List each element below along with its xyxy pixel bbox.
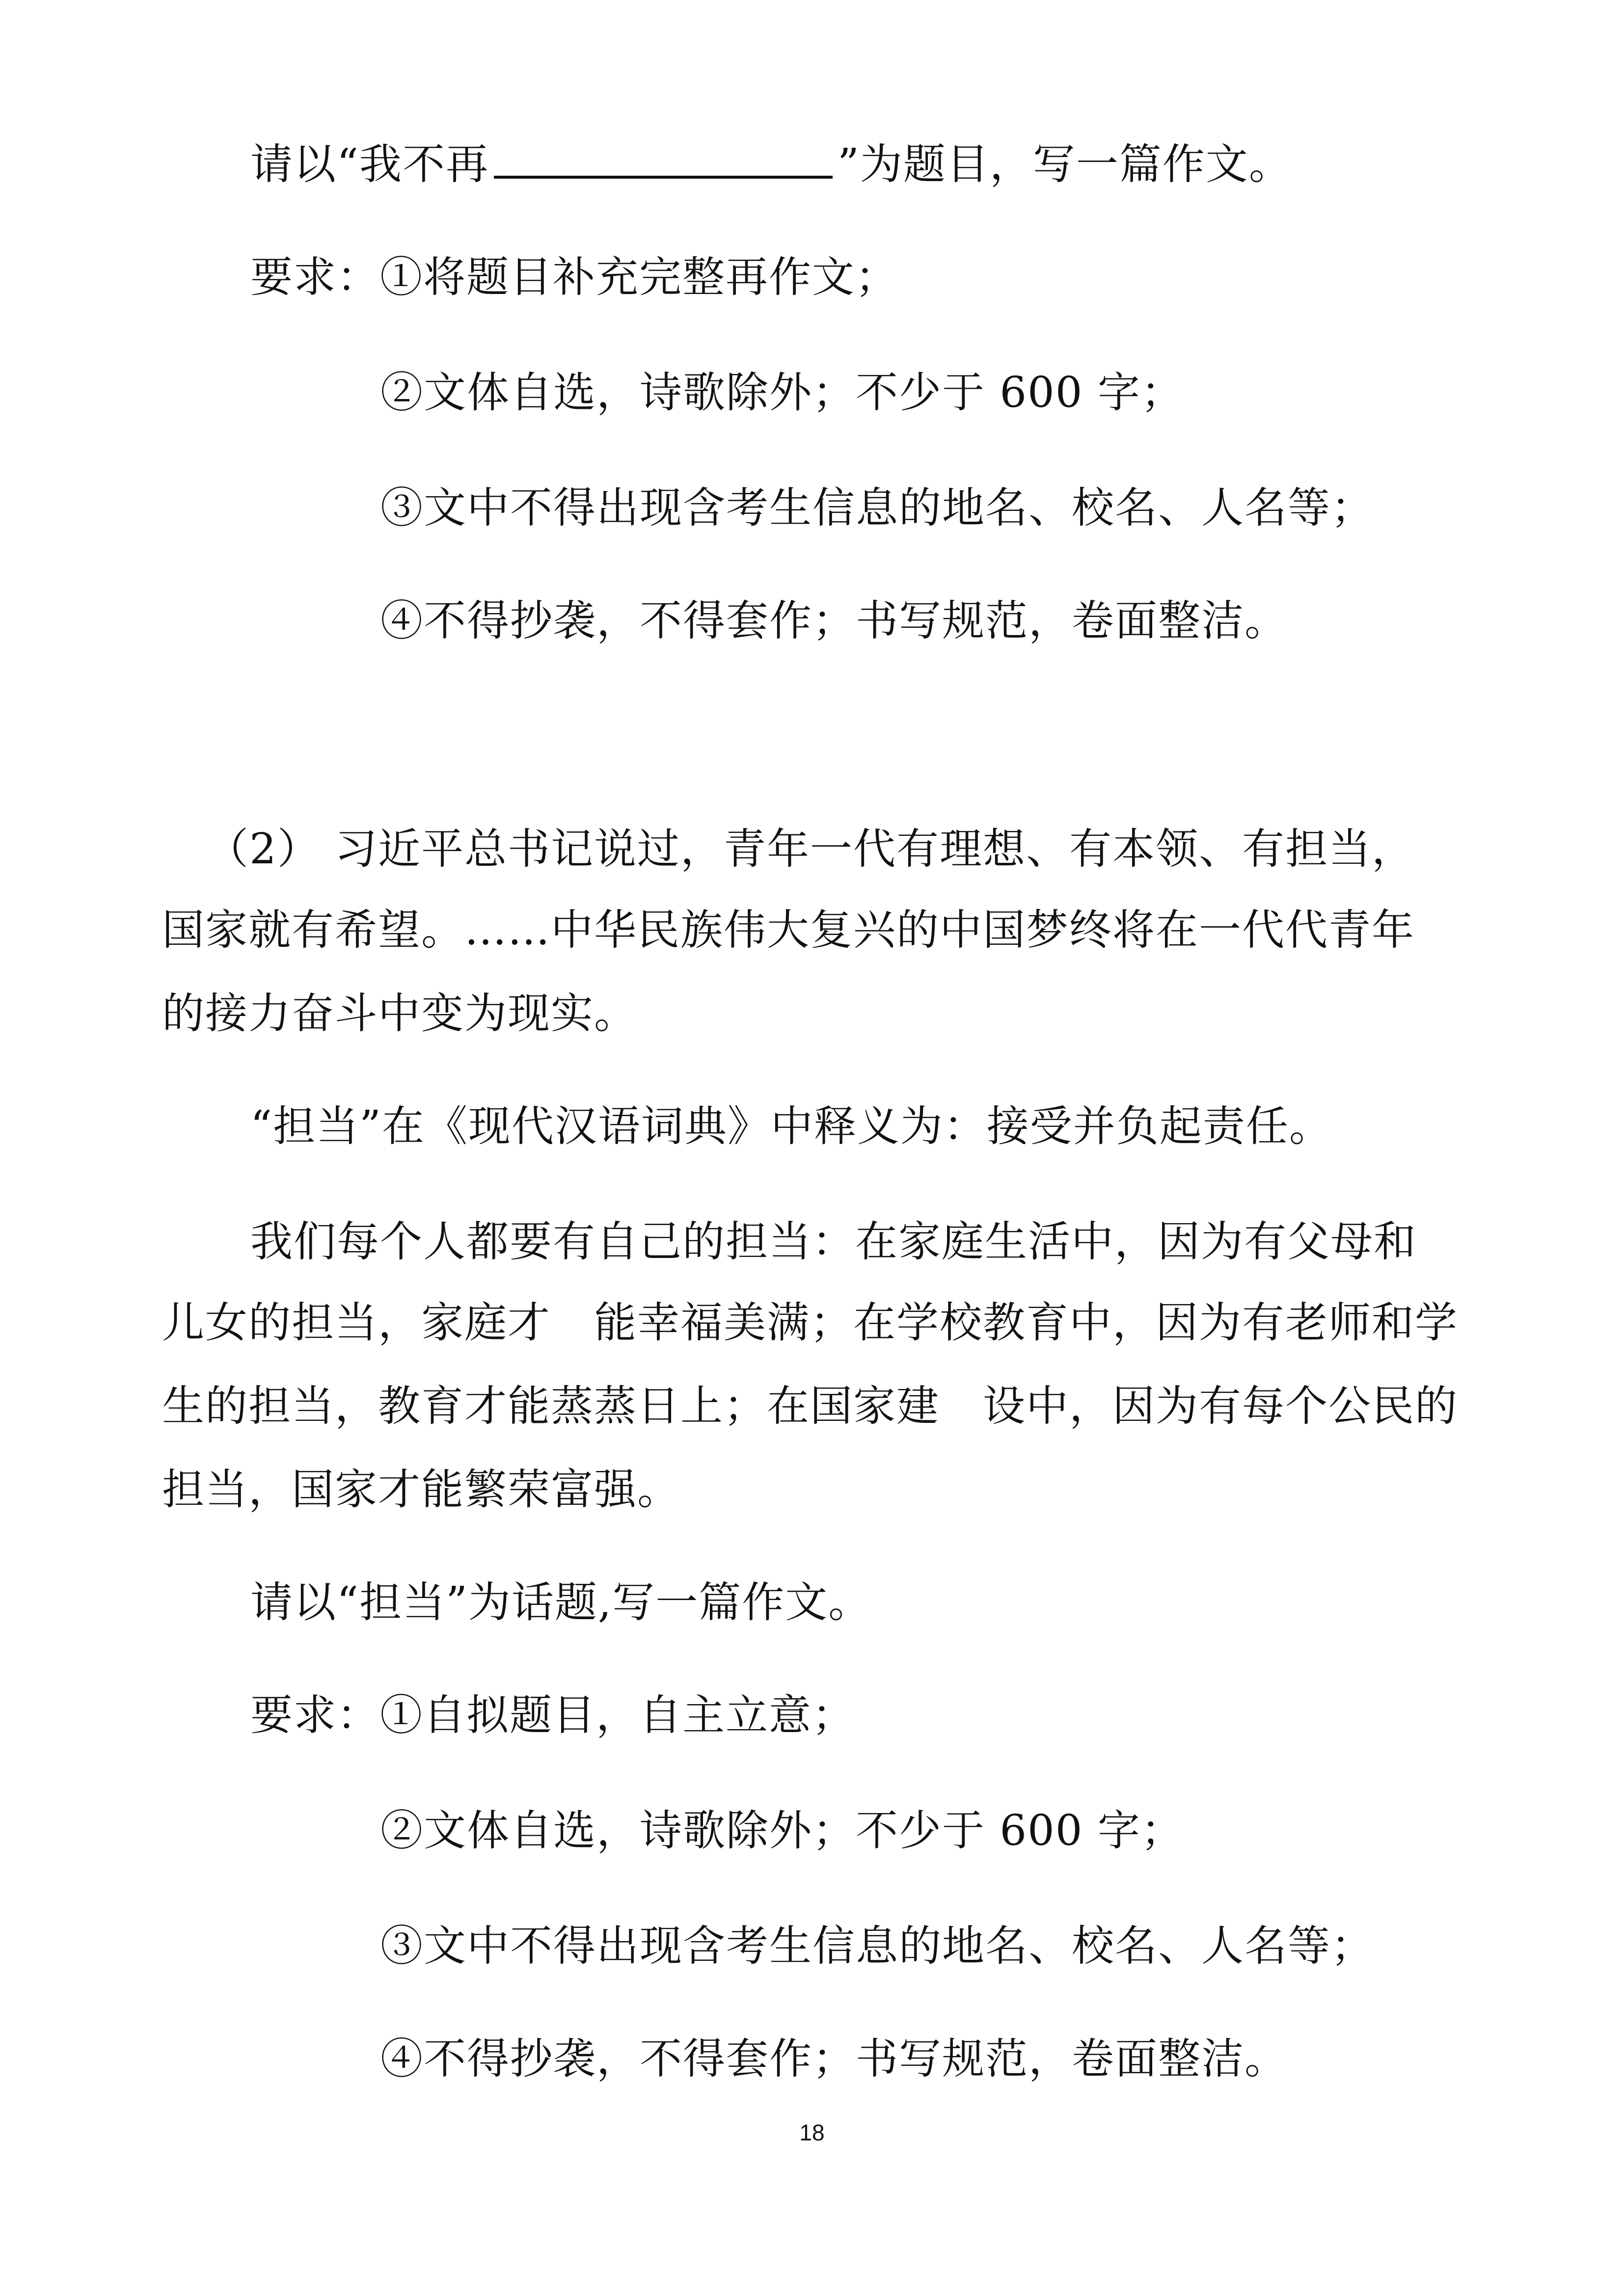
essay-prompt-1 <box>250 140 1292 189</box>
body-line-4: 担当，国家才能繁荣富强。 <box>162 1465 680 1514</box>
title-blank-line <box>494 141 833 179</box>
body-line-1: 我们每个人都要有自己的担当：在家庭生活中，因为有父母和 <box>250 1217 1417 1266</box>
definition-line: “担当”在《现代汉语词典》中释义为：接受并负起责任。 <box>250 1102 1332 1151</box>
requirement-1-3: ③文中不得出现含考生信息的地名、校名、人名等； <box>380 483 1374 533</box>
intro-line-1: （2） 习近平总书记说过，青年一代有理想、有本领、有担当， <box>206 825 1415 874</box>
prompt-text-before: 请以“我不再 <box>250 140 489 189</box>
intro-line-2: 国家就有希望。……中华民族伟大复兴的中国梦终将在一代代青年 <box>162 906 1415 955</box>
requirement-2-4: ④不得抄袭，不得套作；书写规范，卷面整洁。 <box>380 2034 1288 2083</box>
prompt-text-after: ”为题目，写一篇作文。 <box>837 140 1292 189</box>
requirement-2-1: 要求：①自拟题目，自主立意； <box>250 1691 855 1740</box>
intro-line-3: 的接力奋斗中变为现实。 <box>162 989 637 1038</box>
body-line-3: 生的担当，教育才能蒸蒸日上；在国家建 设中，因为有每个公民的 <box>162 1382 1458 1431</box>
requirement-1-4: ④不得抄袭，不得套作；书写规范，卷面整洁。 <box>380 596 1288 645</box>
requirement-2-3: ③文中不得出现含考生信息的地名、校名、人名等； <box>380 1922 1374 1971</box>
requirement-1-1: 要求：①将题目补充完整再作文； <box>250 253 898 302</box>
essay-prompt-2: 请以“担当”为话题,写一篇作文。 <box>250 1578 872 1627</box>
requirement-1-2: ②文体自选，诗歌除外；不少于 600 字； <box>380 368 1184 417</box>
requirement-2-2: ②文体自选，诗歌除外；不少于 600 字； <box>380 1806 1184 1855</box>
page-number: 18 <box>799 2120 825 2145</box>
body-line-2: 儿女的担当，家庭才 能幸福美满；在学校教育中，因为有老师和学 <box>162 1298 1458 1347</box>
